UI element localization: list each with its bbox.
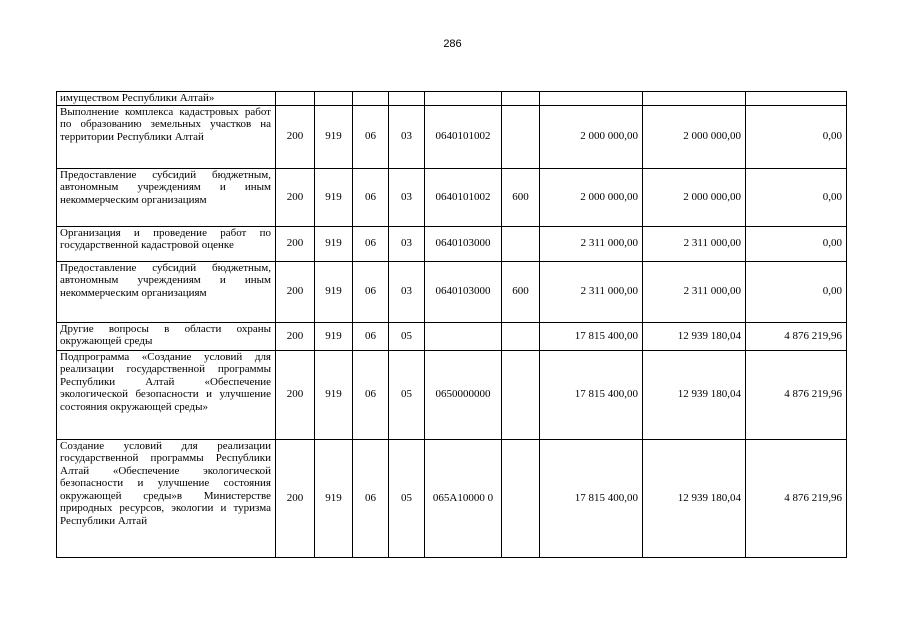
table-row	[57, 226, 847, 261]
amount-2: 2 000 000,00	[643, 168, 746, 226]
amount: 2 311 000,00	[540, 226, 643, 261]
section-code: 06	[353, 261, 389, 322]
table-row	[57, 92, 847, 106]
table-row	[57, 350, 847, 439]
subsection-code	[389, 92, 425, 106]
amount: 2 000 000,00	[540, 168, 643, 226]
amount-3: 0,00	[746, 168, 847, 226]
ministry-code: 919	[315, 439, 353, 557]
row-name: Предоставление субсидий бюджетным, автономным учреждениям и иным некоммерческим организациям	[57, 261, 276, 322]
budget-table	[56, 91, 847, 558]
amount-2: 12 939 180,04	[643, 439, 746, 557]
admin-code: 200	[276, 105, 315, 168]
expense-type-code	[502, 105, 540, 168]
expense-type-code: 600	[502, 168, 540, 226]
amount-3: 4 876 219,96	[746, 350, 847, 439]
row-name: Подпрограмма «Создание условий для реализации государственной программы Республики Алтай «Обеспечение экологической безопасности и улучшение состояния окружающей среды»	[57, 350, 276, 439]
amount-2: 2 311 000,00	[643, 226, 746, 261]
ministry-code: 919	[315, 105, 353, 168]
amount-3: 4 876 219,96	[746, 322, 847, 350]
amount-2: 12 939 180,04	[643, 350, 746, 439]
subsection-code: 03	[389, 168, 425, 226]
row-name: Выполнение комплекса кадастровых работ по образованию земельных участков на территории Республики Алтай	[57, 105, 276, 168]
admin-code: 200	[276, 322, 315, 350]
amount-2: 12 939 180,04	[643, 322, 746, 350]
admin-code: 200	[276, 261, 315, 322]
row-name: Создание условий для реализации государственной программы Республики Алтай «Обеспечение экологической безопасности и улучшение состояния окружающей среды»в Министерстве природных ресурсов, экологии и туризма Республики Алтай	[57, 439, 276, 557]
ministry-code: 919	[315, 261, 353, 322]
amount-3: 0,00	[746, 226, 847, 261]
subsection-code: 03	[389, 261, 425, 322]
table-row	[57, 168, 847, 226]
expense-type-code: 600	[502, 261, 540, 322]
admin-code: 200	[276, 350, 315, 439]
row-name: имуществом Республики Алтай»	[57, 92, 276, 106]
amount: 17 815 400,00	[540, 350, 643, 439]
amount-2: 2 311 000,00	[643, 261, 746, 322]
ministry-code	[315, 92, 353, 106]
amount-3: 0,00	[746, 105, 847, 168]
admin-code: 200	[276, 226, 315, 261]
section-code: 06	[353, 226, 389, 261]
table-row	[57, 105, 847, 168]
target-code: 0640101002	[425, 105, 502, 168]
subsection-code: 05	[389, 439, 425, 557]
amount-2	[643, 92, 746, 106]
expense-type-code	[502, 439, 540, 557]
amount: 2 311 000,00	[540, 261, 643, 322]
table-row	[57, 439, 847, 557]
section-code: 06	[353, 322, 389, 350]
expense-type-code	[502, 322, 540, 350]
amount: 2 000 000,00	[540, 105, 643, 168]
ministry-code: 919	[315, 168, 353, 226]
subsection-code: 03	[389, 226, 425, 261]
target-code: 065А10000 0	[425, 439, 502, 557]
subsection-code: 05	[389, 350, 425, 439]
admin-code: 200	[276, 439, 315, 557]
admin-code	[276, 92, 315, 106]
ministry-code: 919	[315, 322, 353, 350]
amount-3	[746, 92, 847, 106]
amount-2: 2 000 000,00	[643, 105, 746, 168]
admin-code: 200	[276, 168, 315, 226]
section-code: 06	[353, 105, 389, 168]
ministry-code: 919	[315, 226, 353, 261]
amount-3: 0,00	[746, 261, 847, 322]
expense-type-code	[502, 350, 540, 439]
amount: 17 815 400,00	[540, 322, 643, 350]
expense-type-code	[502, 226, 540, 261]
section-code: 06	[353, 168, 389, 226]
subsection-code: 03	[389, 105, 425, 168]
amount	[540, 92, 643, 106]
section-code	[353, 92, 389, 106]
amount: 17 815 400,00	[540, 439, 643, 557]
row-name: Предоставление субсидий бюджетным, автономным учреждениям и иным некоммерческим организациям	[57, 168, 276, 226]
table-row	[57, 322, 847, 350]
section-code: 06	[353, 439, 389, 557]
ministry-code: 919	[315, 350, 353, 439]
subsection-code: 05	[389, 322, 425, 350]
target-code: 0650000000	[425, 350, 502, 439]
row-name: Организация и проведение работ по государственной кадастровой оценке	[57, 226, 276, 261]
section-code: 06	[353, 350, 389, 439]
table-row	[57, 261, 847, 322]
expense-type-code	[502, 92, 540, 106]
page-number: 286	[443, 38, 462, 50]
target-code: 0640103000	[425, 226, 502, 261]
row-name: Другие вопросы в области охраны окружающей среды	[57, 322, 276, 350]
amount-3: 4 876 219,96	[746, 439, 847, 557]
target-code	[425, 322, 502, 350]
target-code: 0640103000	[425, 261, 502, 322]
target-code: 0640101002	[425, 168, 502, 226]
target-code	[425, 92, 502, 106]
